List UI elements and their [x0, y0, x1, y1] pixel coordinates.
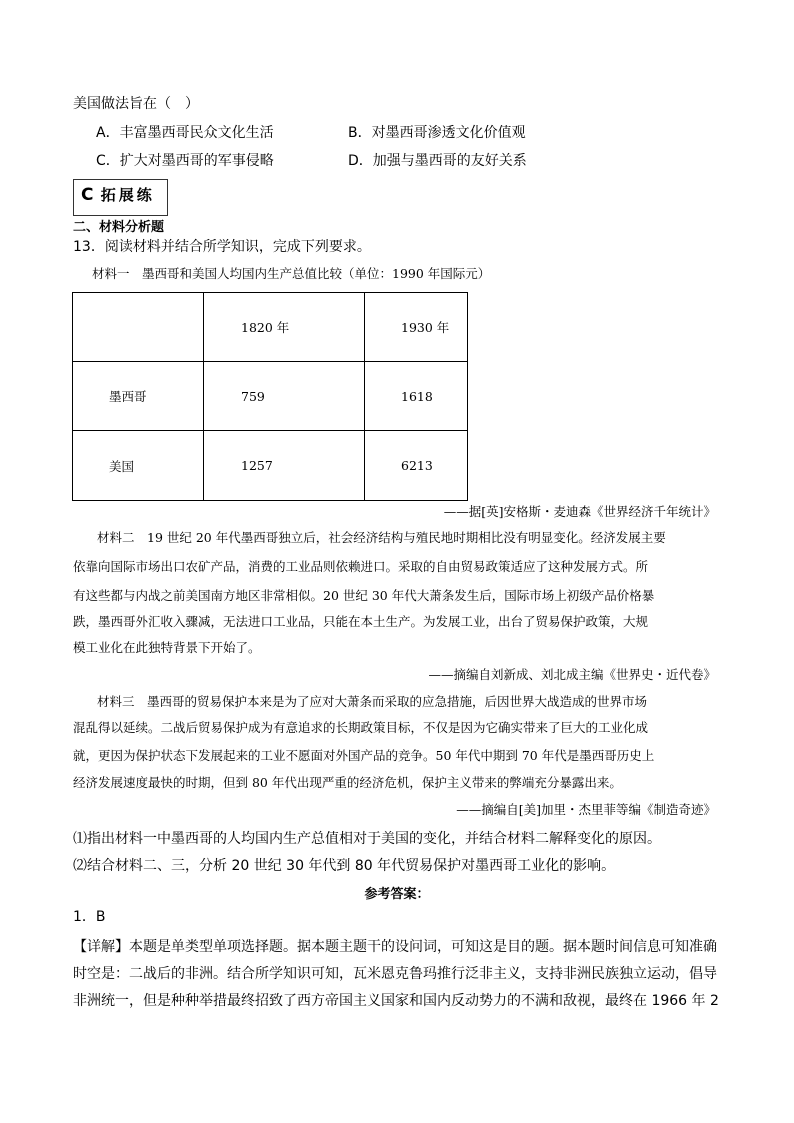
material3-line: 材料三 墨西哥的贸易保护本来是为了应对大萧条而采取的应急措施，后因世界大战造成的世界市场 — [97, 694, 648, 709]
material2-line: 模工业化在此独特背景下开始了。 — [73, 640, 261, 655]
table-cell: 6213 — [365, 431, 468, 501]
option-letter: B． — [348, 125, 372, 141]
material1-caption: 材料一 墨西哥和美国人均国内生产总值比较（单位：1990 年国际元） — [92, 266, 491, 281]
material3-source: ——摘编自[美]加里・杰里菲等编《制造奇迹》 — [456, 802, 716, 817]
table-row — [73, 362, 468, 431]
section-heading: 二、材料分析题 — [73, 220, 165, 235]
material3-line: 就，更因为保护状态下发展起来的工业不愿面对外国产品的竞争。50 年代中期到 70 年代是墨西哥历史上 — [73, 748, 655, 763]
option-letter: C． — [96, 153, 120, 169]
table-row-label: 墨西哥 — [73, 362, 204, 431]
material2-line: 有这些都与内战之前美国南方地区非常相似。20 世纪 30 年代大萧条发生后，国际市场上初级产品价格暴 — [73, 588, 655, 603]
table-cell — [73, 293, 204, 362]
table-cell: 1257 — [204, 431, 365, 501]
sub-question-1: ⑴指出材料一中墨西哥的人均国内生产总值相对于美国的变化，并结合材料二解释变化的原因。 — [73, 831, 661, 847]
table-cell: 759 — [204, 362, 365, 431]
option-letter: A． — [96, 125, 120, 141]
section-icon: C — [81, 185, 94, 205]
answer-number: 1．B — [73, 909, 106, 925]
section-label: 拓展练 — [100, 186, 155, 204]
answer-heading: 参考答案： — [364, 887, 430, 902]
option-a[interactable] — [96, 123, 274, 143]
material2-line: 依靠向国际市场出口农矿产品，消费的工业品则依赖进口。采取的自由贸易政策适应了这种发展方式。所 — [73, 559, 649, 574]
explanation-line: 时空是：二战后的非洲。结合所学知识可知，瓦米恩克鲁玛推行泛非主义，支持非洲民族独立运动，倡导 — [73, 966, 717, 982]
explanation-line: 【详解】本题是单类型单项选择题。据本题主题干的设问词，可知这是目的题。据本题时间信息可知准确 — [73, 939, 717, 955]
table-header-cell: 1930 年 — [365, 293, 468, 362]
table-row — [73, 293, 468, 362]
option-c[interactable] — [96, 151, 274, 171]
table-row — [73, 431, 468, 501]
section-box — [73, 179, 168, 216]
sub-question-2: ⑵结合材料二、三，分析 20 世纪 30 年代到 80 年代贸易保护对墨西哥工业化的影响。 — [73, 858, 616, 874]
table-header-cell: 1820 年 — [204, 293, 365, 362]
explanation-line: 非洲统一，但是种种举措最终招致了西方帝国主义国家和国内反动势力的不满和敌视，最终在 1966 年 2 — [73, 993, 719, 1009]
question-stem: 美国做法旨在（ ） — [73, 96, 199, 112]
option-text: 对墨西哥渗透文化价值观 — [371, 125, 526, 141]
table-cell: 1618 — [365, 362, 468, 431]
option-b[interactable] — [348, 123, 526, 143]
table-row-label: 美国 — [73, 431, 204, 501]
option-text: 扩大对墨西哥的军事侵略 — [119, 153, 274, 169]
option-text: 丰富墨西哥民众文化生活 — [119, 125, 274, 141]
option-letter: D． — [348, 153, 373, 169]
gdp-table — [72, 292, 468, 501]
material2-line: 材料二 19 世纪 20 年代墨西哥独立后，社会经济结构与殖民地时期相比没有明显变化。经济发展主要 — [97, 530, 666, 545]
option-d[interactable] — [348, 151, 527, 171]
option-text: 加强与墨西哥的友好关系 — [372, 153, 527, 169]
material2-line: 跌，墨西哥外汇收入骤减，无法进口工业品，只能在本土生产。为发展工业，出台了贸易保护政策，大规 — [73, 614, 649, 629]
question-13: 13．阅读材料并结合所学知识，完成下列要求。 — [73, 239, 371, 255]
material3-line: 混乱得以延续。二战后贸易保护成为有意追求的长期政策目标，不仅是因为它确实带来了巨大的工业化成 — [73, 720, 649, 735]
material1-source: ——据[英]安格斯・麦迪森《世界经济千年统计》 — [443, 504, 716, 519]
material3-line: 经济发展速度最快的时期，但到 80 年代出现严重的经济危机，保护主义带来的弊端充分暴露出来。 — [73, 775, 622, 790]
material2-source: ——摘编自刘新成、刘北成主编《世界史・近代卷》 — [428, 667, 716, 682]
